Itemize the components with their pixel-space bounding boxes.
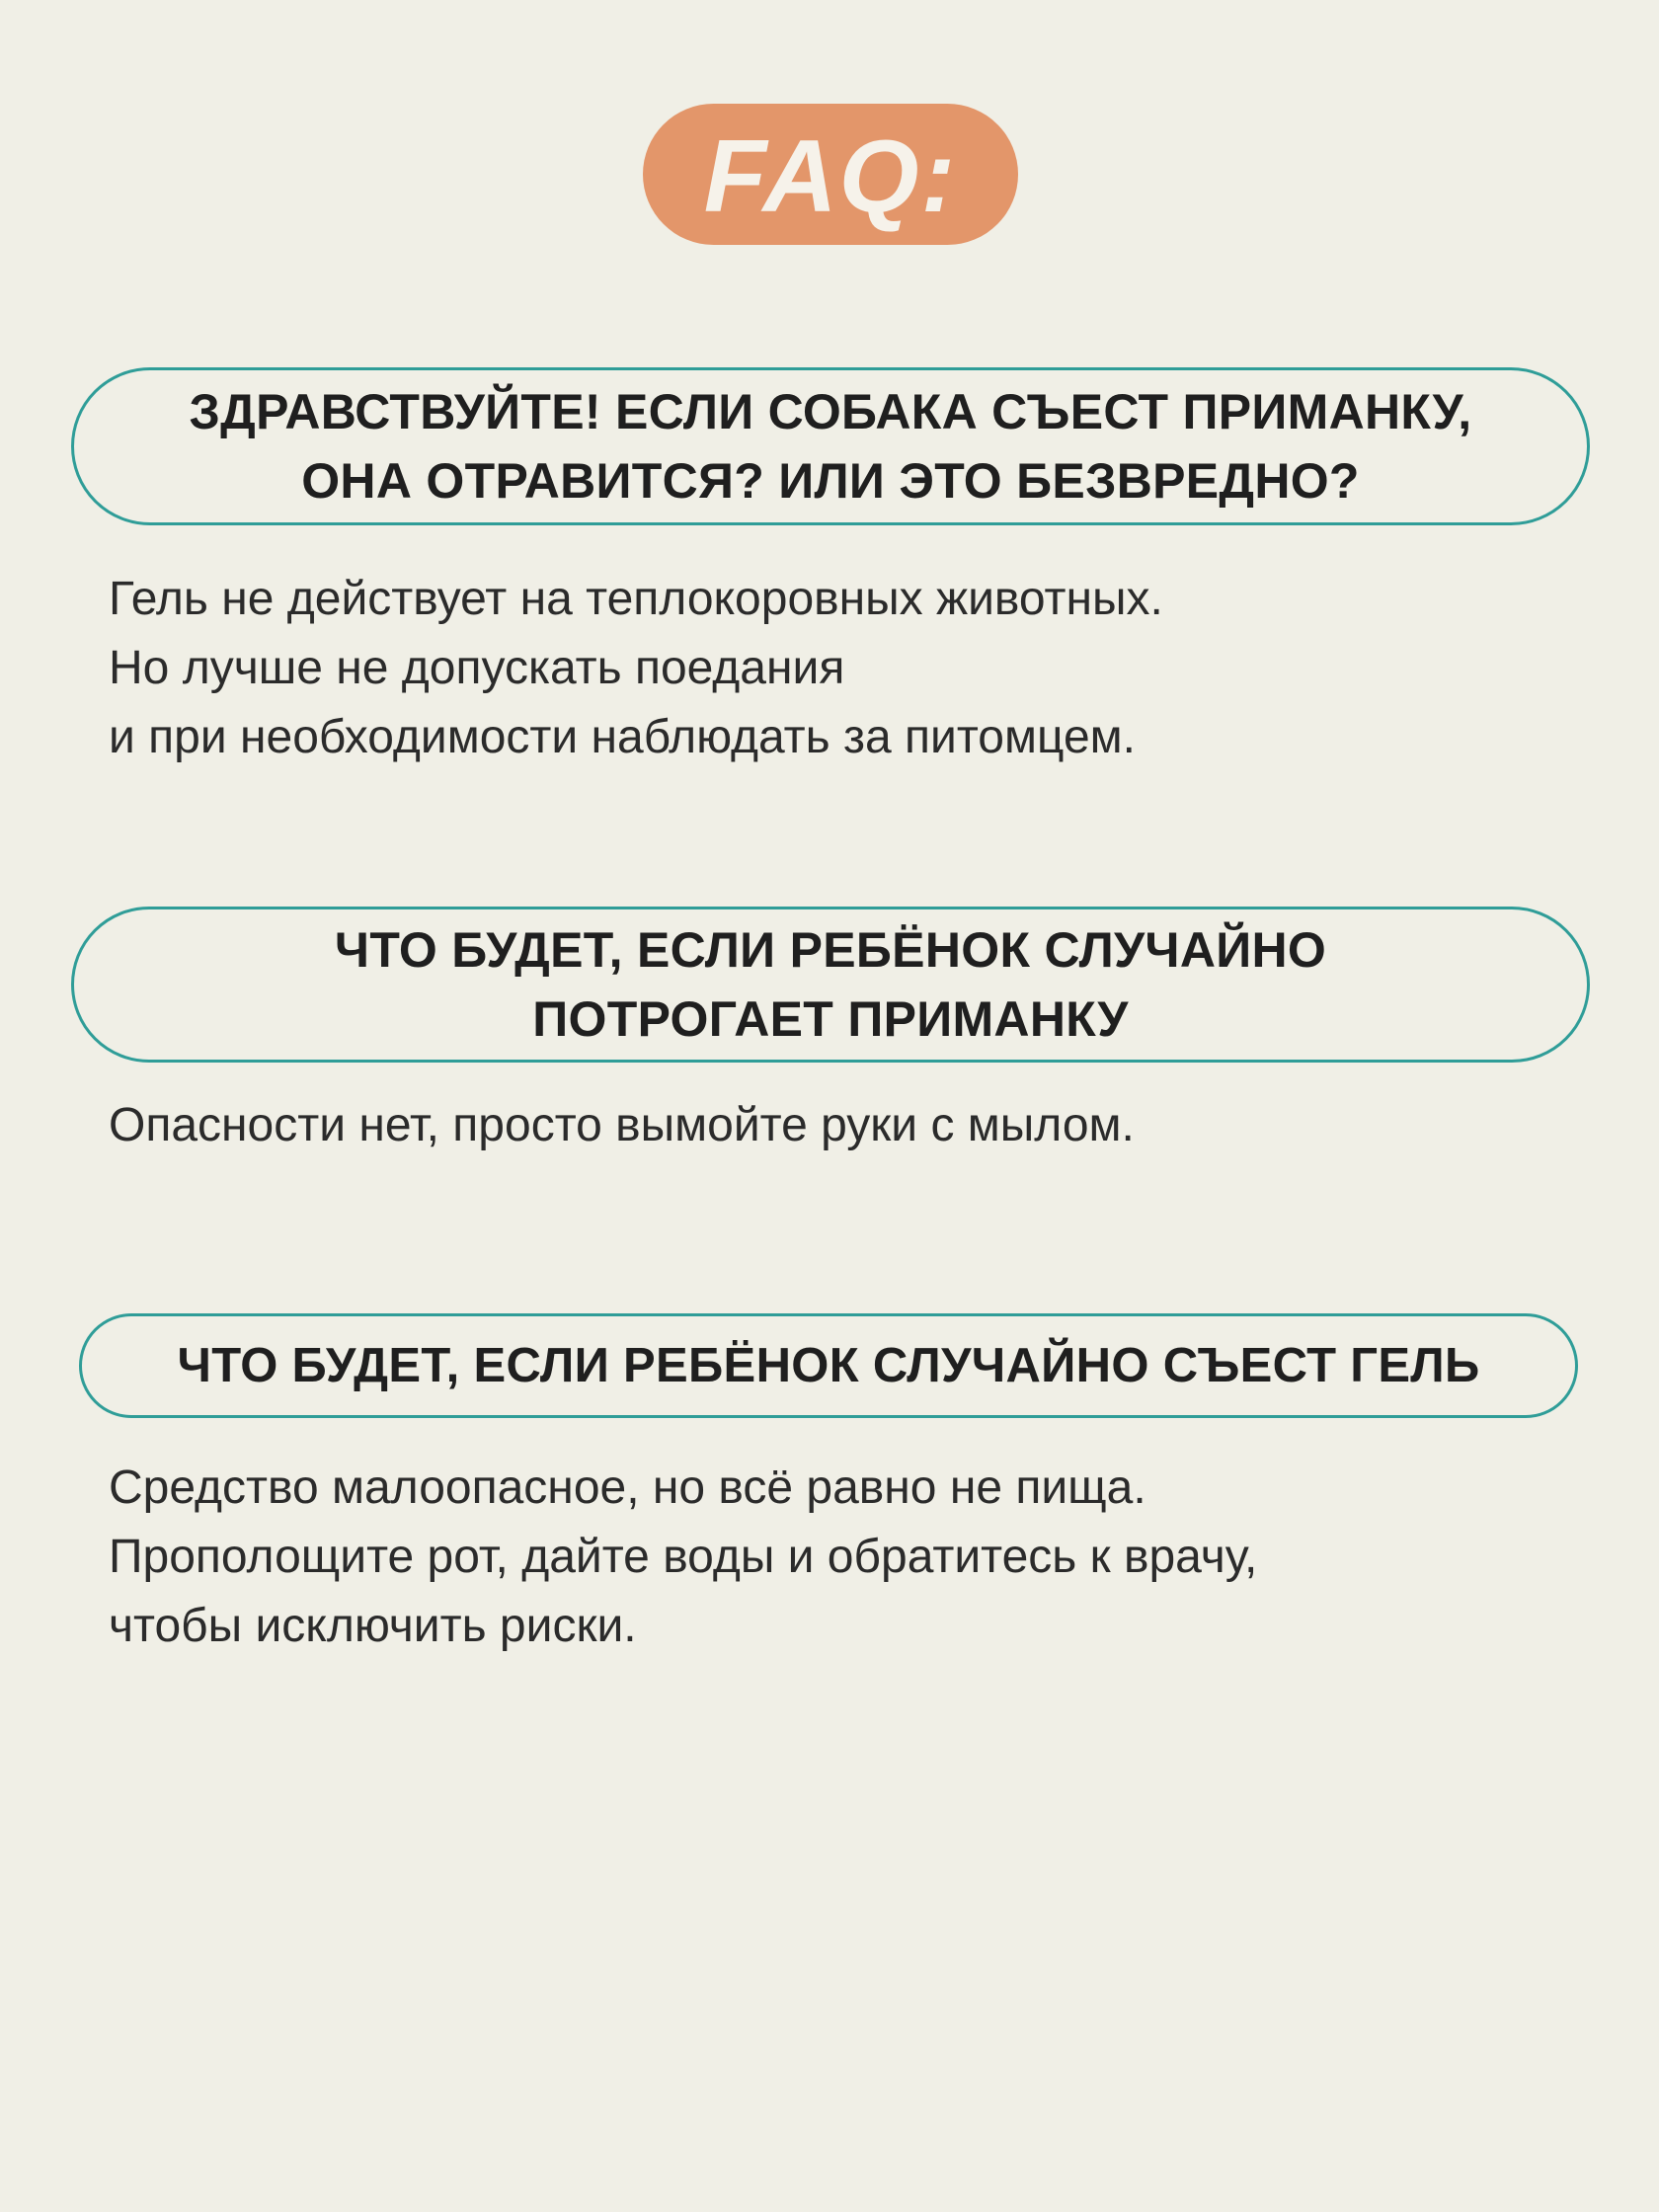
faq-question-2-text: ЧТО БУДЕТ, ЕСЛИ РЕБЁНОК СЛУЧАЙНО ПОТРОГАЕТ ПРИМАНКУ	[334, 922, 1327, 1047]
faq-answer-2: Опасности нет, просто вымойте руки с мылом.	[109, 1099, 1135, 1151]
faq-question-1	[71, 367, 1590, 525]
faq-header-badge	[643, 104, 1018, 245]
faq-question-2	[71, 907, 1590, 1063]
faq-question-1-text: ЗДРАВСТВУЙТЕ! ЕСЛИ СОБАКА СЪЕСТ ПРИМАНКУ, ОНА ОТРАВИТСЯ? ИЛИ ЭТО БЕЗВРЕДНО?	[189, 384, 1472, 509]
faq-answer-1: Гель не действует на теплокоровных животных. Но лучше не допускать поедания и при необходимости наблюдать за питомцем.	[109, 573, 1163, 763]
faq-title: FAQ:	[703, 118, 958, 234]
faq-question-3	[79, 1313, 1578, 1418]
faq-answer-3: Средство малоопасное, но всё равно не пища. Прополощите рот, дайте воды и обратитесь к врачу, чтобы исключить риски.	[109, 1462, 1258, 1652]
faq-question-3-text: ЧТО БУДЕТ, ЕСЛИ РЕБЁНОК СЛУЧАЙНО СЪЕСТ ГЕЛЬ	[177, 1339, 1480, 1392]
